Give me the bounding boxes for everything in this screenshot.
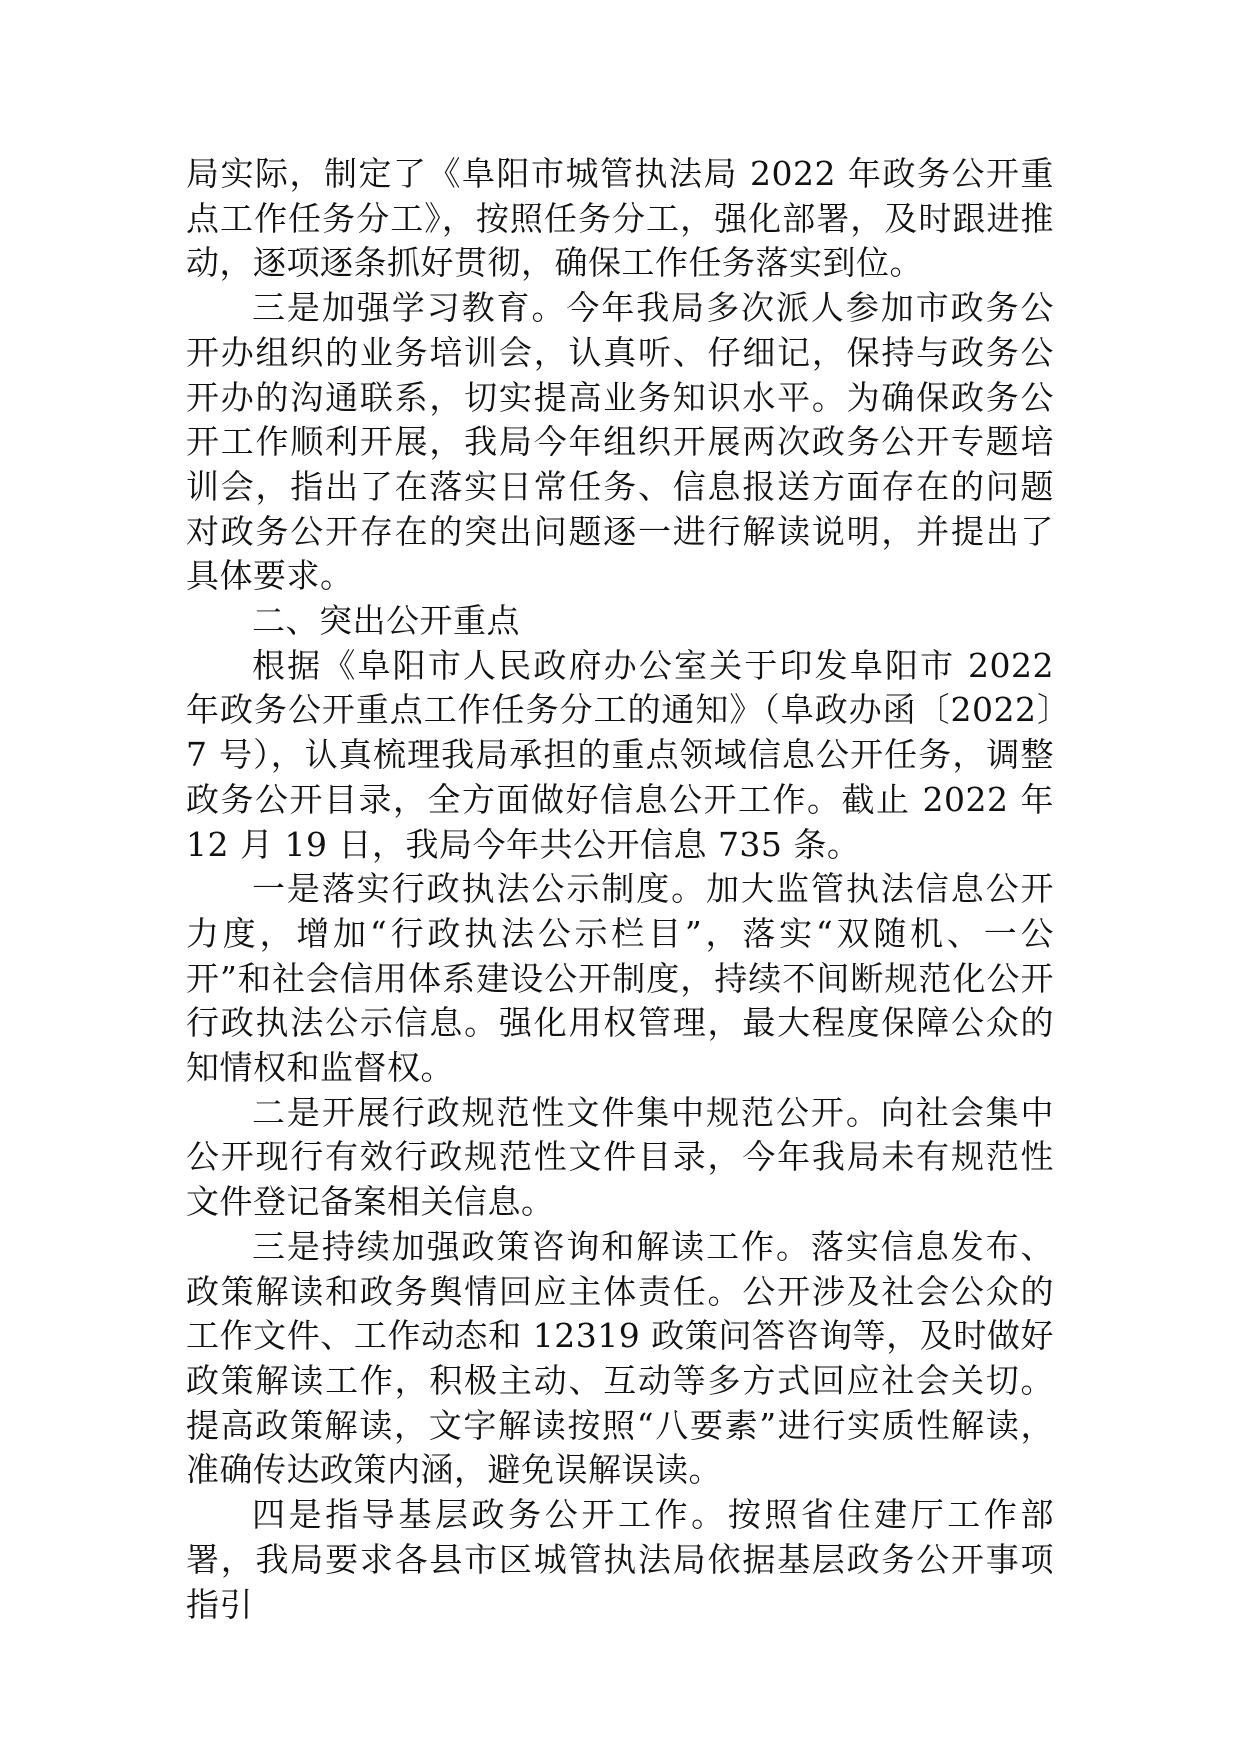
paragraph-normative-files: 二是开展行政规范性文件集中规范公开。向社会集中公开现行有效行政规范性文件目录，今年我局未有规范性文件登记备案相关信息。 xyxy=(186,1092,1054,1222)
paragraph-continuation: 局实际，制定了《阜阳市城管执法局 2022 年政务公开重点工作任务分工》，按照任务分工，强化部署，及时跟进推动，逐项逐条抓好贯彻，确保工作任务落实到位。 xyxy=(186,154,1054,283)
paragraph-law-enforcement: 一是落实行政执法公示制度。加大监管执法信息公开力度，增加“行政执法公示栏目”，落实“双随机、一公开”和社会信用体系建设公开制度，持续不间断规范化公开行政执法公示信息。强化用权管理，最大程度保障公众的知情权和监督权。 xyxy=(186,869,1054,1088)
paragraph-notice-basis: 根据《阜阳市人民政府办公室关于印发阜阳市 2022 年政务公开重点工作任务分工的通知》（阜政办函〔2022〕7 号），认真梳理我局承担的重点领域信息公开任务，调整政务公开目录，全方面做好信息公开工作。截止 2022 年 12 月 19 日，我局今年共公开信息 735 条。 xyxy=(186,645,1054,864)
paragraph-policy-interpretation: 三是持续加强政策咨询和解读工作。落实信息发布、政策解读和政务舆情回应主体责任。公开涉及社会公众的工作文件、工作动态和 12319 政策问答咨询等，及时做好政策解读工作，积极主动、互动等多方式回应社会关切。提高政策解读，文字解读按照“八要素”进行实质性解读，准确传达政策内涵，避免误解误读。 xyxy=(186,1226,1054,1490)
document-body xyxy=(186,152,1054,1627)
paragraph-grassroots: 四是指导基层政务公开工作。按照省住建厅工作部署，我局要求各县市区城管执法局依据基层政务公开事项指引 xyxy=(186,1495,1054,1624)
section-heading: 二、突出公开重点 xyxy=(252,601,520,641)
paragraph-study-education: 三是加强学习教育。今年我局多次派人参加市政务公开办组织的业务培训会，认真听、仔细记，保持与政务公开办的沟通联系，切实提高业务知识水平。为确保政务公开工作顺利开展，我局今年组织开展两次政务公开专题培训会，指出了在落实日常任务、信息报送方面存在的问题对政务公开存在的突出问题逐一进行解读说明，并提出了具体要求。 xyxy=(186,288,1054,596)
